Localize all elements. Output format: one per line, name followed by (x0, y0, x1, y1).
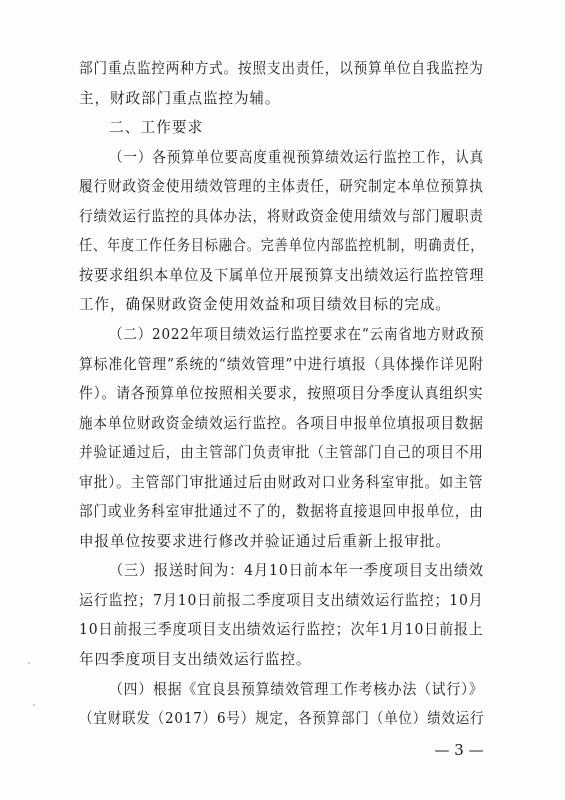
text-line-21: 年四季度项目支出绩效运行监控。 (79, 650, 312, 668)
section-heading: 二、工作要求 (109, 119, 204, 137)
text-line-16: 部门或业务科室审批通过不了的，数据将直接退回申报单位，由 (79, 503, 484, 521)
text-line-1: 部门重点监控两种方式。按照支出责任，以预算单位自我监控为 (79, 60, 484, 77)
text-line-5: 履行财政资金使用绩效管理的主体责任，研究制定本单位预算执 (79, 178, 484, 196)
text-line-6: 行绩效运行监控的具体办法，将财政资金使用绩效与部门履职责 (79, 207, 484, 225)
page-number: — 3 — (434, 741, 484, 759)
text-line-10: （二）2022年项目绩效运行监控要求在“云南省地方财政预 (109, 325, 485, 343)
text-line-11: 算标准化管理”系统的“绩效管理”中进行填报（具体操作详见附 (79, 355, 484, 373)
scan-speck (33, 704, 35, 706)
text-line-7: 任、年度工作任务目标融合。完善单位内部监控机制，明确责任， (79, 237, 485, 255)
text-line-4: （一）各预算单位要高度重视预算绩效运行监控工作，认真 (109, 148, 485, 166)
text-line-23: （宜财联发（2017）6号）规定，各预算部门（单位）绩效运行 (79, 710, 485, 727)
text-line-19: 运行监控；7月10日前报二季度项目支出绩效运行监控；10月 (79, 591, 484, 609)
text-line-9: 工作，确保财政资金使用效益和项目绩效目标的完成。 (79, 296, 451, 314)
text-line-18: （三）报送时间为：4月10日前本年一季度项目支出绩效 (109, 562, 484, 580)
text-line-14: 并验证通过后，由主管部门负责审批（主管部门自己的项目不用 (79, 444, 484, 462)
text-line-8: 按要求组织本单位及下属单位开展预算支出绩效运行监控管理 (79, 266, 485, 284)
text-line-13: 施本单位财政资金绩效运行监控。各项目申报单位填报项目数据 (79, 414, 484, 432)
text-line-12: 件）。请各预算单位按照相关要求，按照项目分季度认真组织实 (79, 385, 484, 402)
scan-speck (28, 662, 30, 664)
text-line-17: 申报单位按要求进行修改并验证通过后重新上报审批。 (79, 532, 451, 550)
text-line-15: 审批）。主管部门审批通过后由财政对口业务科室审批。如主管 (79, 473, 484, 491)
text-line-2: 主，财政部门重点监控为辅。 (79, 89, 281, 107)
text-line-22: （四）根据《宜良县预算绩效管理工作考核办法（试行）》 (109, 680, 484, 698)
text-line-20: 10日前报三季度项目支出绩效运行监控；次年1月10日前报上 (79, 621, 484, 639)
